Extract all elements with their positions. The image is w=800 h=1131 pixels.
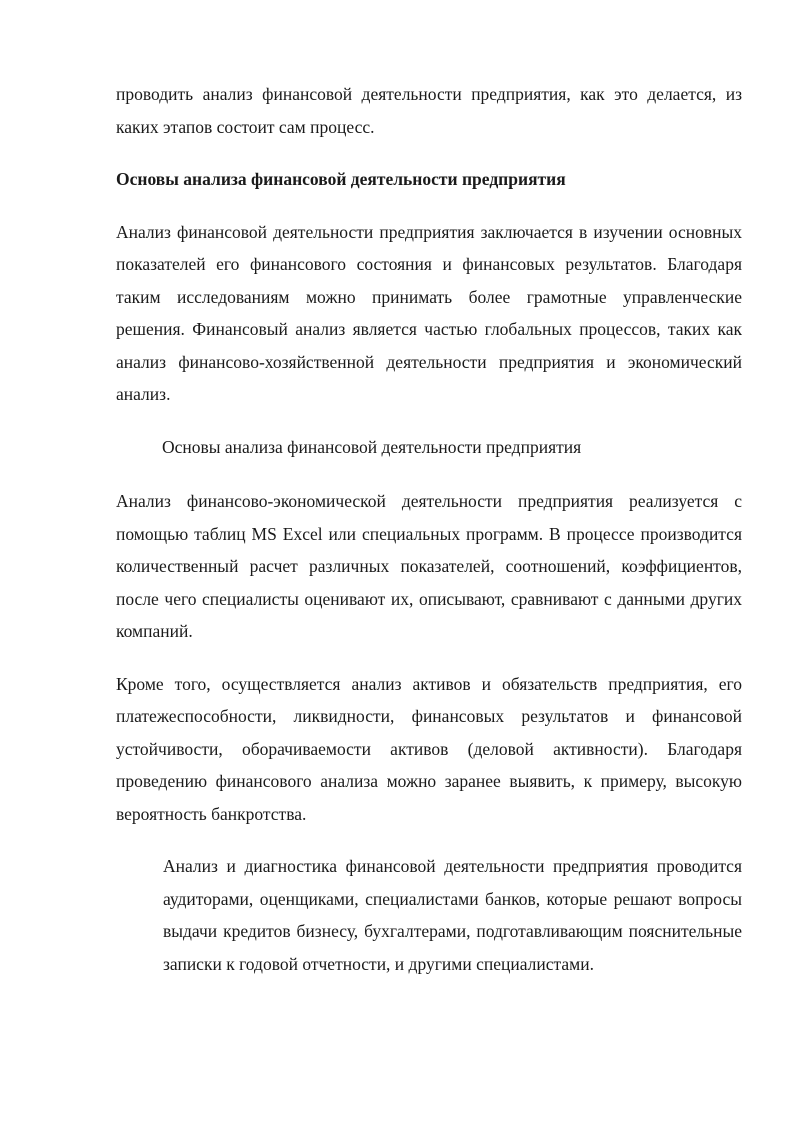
paragraph-1: Анализ финансовой деятельности предприятия заключается в изучении основных показателей его финансового состояния и финансовых результатов. Благодаря таким исследованиям можно принимать более грамотные управленческие решения. Финансовый анализ является частью глобальных процессов, таких как анализ финансово-хозяйственной деятельности предприятия и экономический анализ. xyxy=(116,221,742,404)
subheading: Основы анализа финансовой деятельности предприятия xyxy=(162,436,582,457)
paragraph-2: Анализ финансово-экономической деятельности предприятия реализуется с помощью таблиц MS Excel или специальных программ. В процессе производится количественный расчет различных показателей, соотношений, коэффициентов, после чего специалисты оценивают их, описывают, сравнивают с данными других компаний. xyxy=(116,491,742,641)
document-page xyxy=(116,78,742,980)
paragraph-3: Кроме того, осуществляется анализ активов и обязательств предприятия, его платежеспособности, ликвидности, финансовых результатов и финансовой устойчивости, оборачиваемости активов (деловой активности). Благодаря проведению финансового анализа можно заранее выявить, к примеру, высокую вероятность банкротства. xyxy=(116,673,742,824)
intro-paragraph: проводить анализ финансовой деятельности предприятия, как это делается, из каких этапов состоит сам процесс. xyxy=(116,84,742,137)
blockquote-paragraph: Анализ и диагностика финансовой деятельности предприятия проводится аудиторами, оценщиками, специалистами банков, которые решают вопросы выдачи кредитов бизнесу, бухгалтерами, подготавливающим пояснительные записки к годовой отчетности, и другими специалистами. xyxy=(163,856,742,974)
section-heading: Основы анализа финансовой деятельности предприятия xyxy=(116,169,566,189)
